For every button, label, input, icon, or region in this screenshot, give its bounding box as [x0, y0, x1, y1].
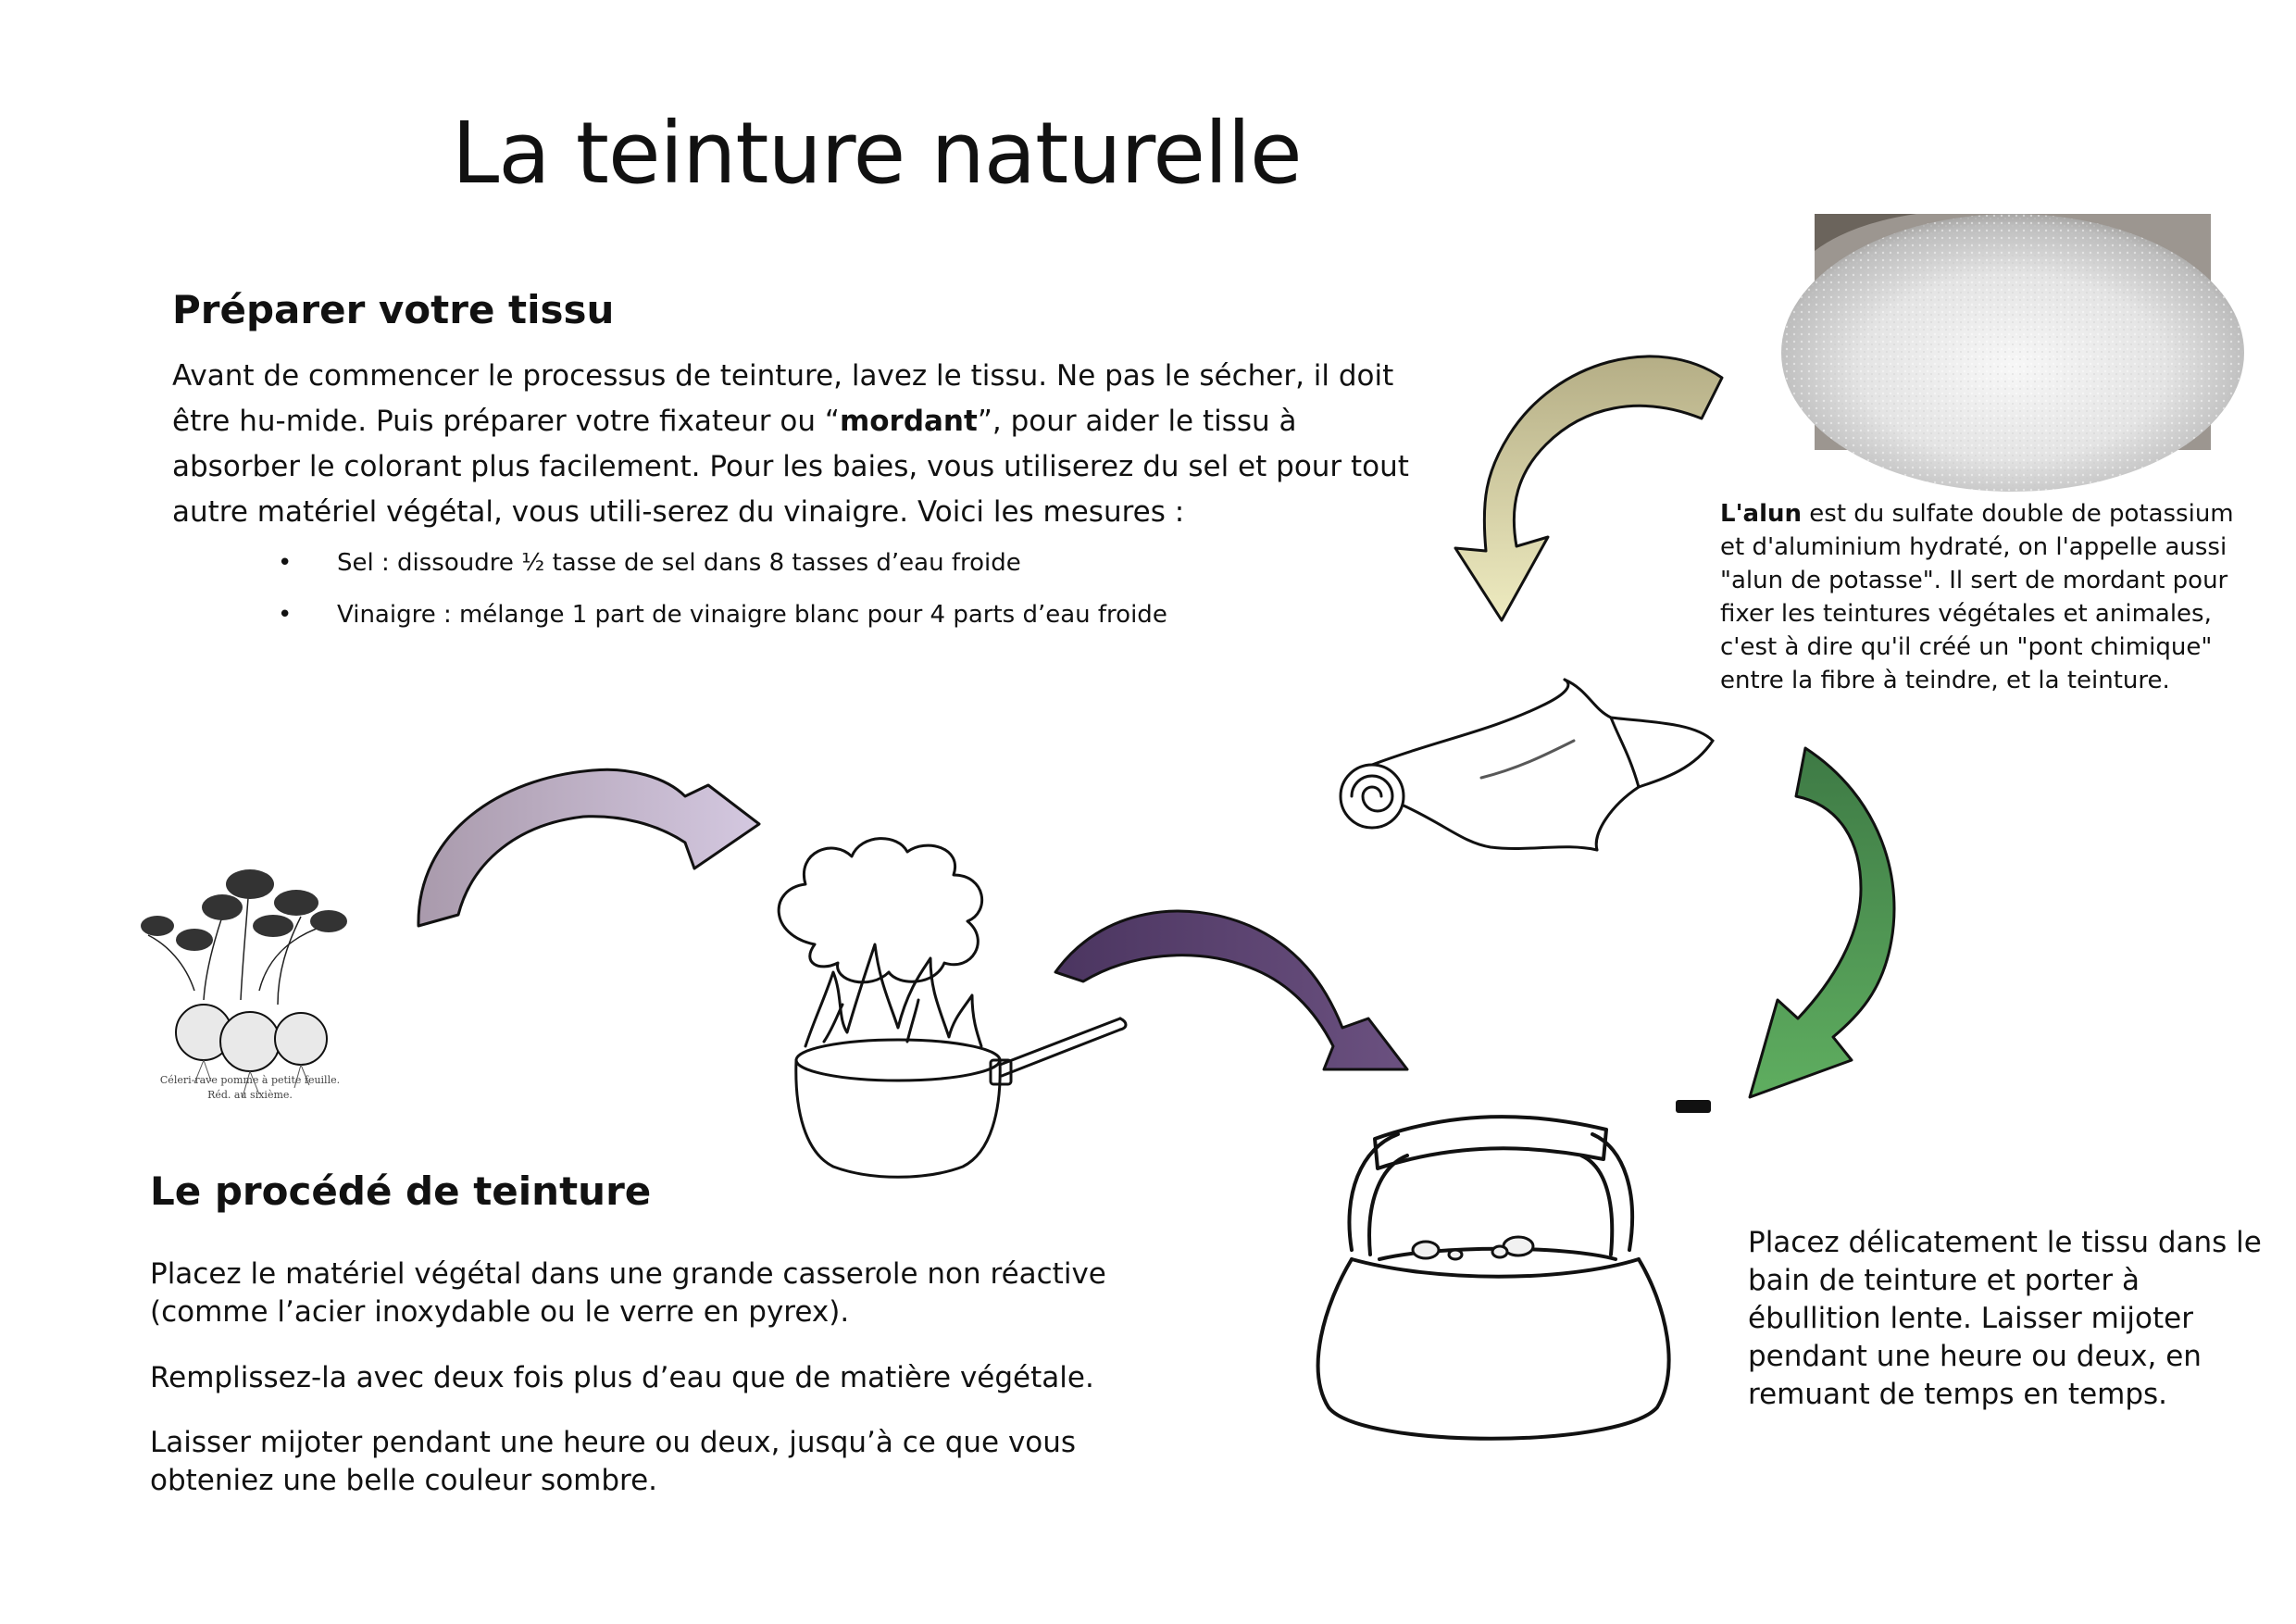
alum-term: L'alun — [1720, 500, 1803, 528]
prepare-text-start: Avant de commencer le processus de teinture, lavez le tissu. Ne pas le sécher, il doit être hu-mide. Puis préparer votre fixateur ou “ — [172, 359, 1394, 438]
fabric-roll-illustration — [1333, 667, 1722, 861]
prepare-text-end: ”, pour aider le tissu à absorber le colorant plus facilement. Pour les baies, vous utiliserez du sel et pour tout autre matériel végétal, vous utili-serez du vinaigre. Voici les mesures : — [172, 405, 1409, 529]
list-item: • Vinaigre : mélange 1 part de vinaigre blanc pour 4 parts d’eau froide — [278, 596, 1167, 648]
alum-text: est du sulfate double de potassium et d'aluminium hydraté, on l'appelle aussi "alun de potasse". Il sert de mordant pour fixer les teintures végétales et animales, c'est à dire qu'il créé un "pont chimique" entre la fibre à teindre, et la teinture. — [1720, 500, 2234, 694]
process-step-2: Remplissez-la avec deux fois plus d’eau que de matière végétale. — [150, 1361, 1094, 1394]
section-heading-prepare: Préparer votre tissu — [172, 287, 615, 332]
mordant-term: mordant — [839, 405, 978, 438]
alum-description — [1720, 497, 2239, 697]
celery-caption-line1: Céleri-rave pomme à petite feuille. — [159, 1074, 341, 1086]
final-step: Placez délicatement le tissu dans le bain de teinture et porter à ébullition lente. Laisser mijoter pendant une heure ou deux, en remuant de temps en temps. — [1748, 1226, 2262, 1411]
process-step-3: Laisser mijoter pendant une heure ou deux, jusqu’à ce que vous obteniez une belle couleur sombre. — [150, 1426, 1077, 1497]
alum-crystals-photo — [1815, 214, 2211, 450]
list-item: • Sel : dissoudre ½ tasse de sel dans 8 tasses d’eau froide — [278, 544, 1167, 596]
page-title: La teinture naturelle — [452, 104, 1302, 203]
celery-caption-line2: Réd. au sixième. — [207, 1089, 293, 1101]
curved-arrow-celery-to-saucepan — [407, 759, 768, 935]
prepare-paragraph — [172, 354, 1431, 535]
section-heading-process: Le procédé de teinture — [150, 1168, 652, 1214]
curved-arrow-alum — [1444, 352, 1741, 630]
curved-arrow-fabric-to-cauldron — [1722, 741, 1916, 1111]
celery-root-illustration — [139, 833, 380, 1120]
curved-arrow-saucepan-to-cauldron — [1046, 889, 1416, 1093]
process-step-1: Placez le matériel végétal dans une grande casserole non réactive (comme l’acier inoxydable ou le verre en pyrex). — [150, 1257, 1106, 1329]
measures-list — [278, 544, 1167, 648]
cauldron-illustration — [1287, 1093, 1722, 1463]
